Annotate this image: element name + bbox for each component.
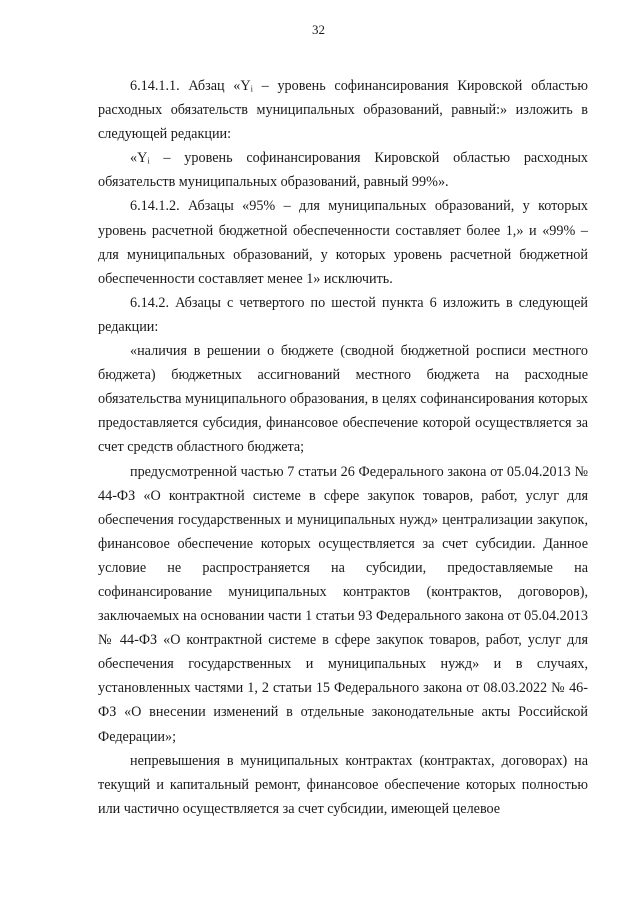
page-number: 32 — [312, 22, 325, 37]
paragraph-6-14-2: 6.14.2. Абзацы с четвертого по шестой пункта 6 изложить в следующей редакции: — [98, 294, 588, 335]
paragraph-quote-centralized-procurement: предусмотренной частью 7 статьи 26 Федерального закона от 05.04.2013 № 44-ФЗ «О контрактной системе в сфере закупок товаров, работ, услуг для обеспечения государственных и муниципальных нужд» централизации закупок, финансовое обеспечение которых осуществляется за счет субсидии. Данное условие не распространяется на субсидии, предоставляемые на софинансирование муниципальных контрактов (контрактов, договоров), заключаемых на основании части 1 статьи 93 Федерального закона от 05.04.2013 № 44-ФЗ «О контрактной системе в сфере закупок товаров, работ, услуг для обеспечения государственных и муниципальных нужд» и в случаях, установленных частями 1, 2 статьи 15 Федерального закона от 08.03.2022 № 46-ФЗ «О внесении изменений в отдельные законодательные акты Российской Федерации»; — [98, 463, 588, 745]
paragraph-6-14-1-2: 6.14.1.2. Абзацы «95% – для муниципальных образований, у которых уровень расчетной бюджетной обеспеченности составляет более 1,» и «99% – для муниципальных образований, у которых уровень расчетной бюджетной обеспеченности составляет менее 1» исключить. — [98, 198, 588, 287]
paragraph-6-14-1-1: 6.14.1.1. Абзац «Yᵢ – уровень софинансирования Кировской областью расходных обязательств муниципальных образований, равный:» изложить в следующей редакции: — [98, 78, 588, 143]
paragraph-quote-repair-contracts: непревышения в муниципальных контрактах (контрактах, договорах) на текущий и капитальный ремонт, финансовое обеспечение которых полностью или частично осуществляется за счет субсидии, имеющей целевое — [98, 752, 588, 817]
paragraph-quote-budget-appropriations: «наличия в решении о бюджете (сводной бюджетной росписи местного бюджета) бюджетных ассигнований местного бюджета на расходные обязательства муниципального образования, в целях софинансирования которых предоставляется субсидия, финансовое обеспечение которой осуществляется за счет средств областного бюджета; — [98, 343, 588, 456]
document-body — [98, 74, 588, 821]
paragraph-6-14-1-1-new-wording: «Yᵢ – уровень софинансирования Кировской областью расходных обязательств муниципальных образований, равный 99%». — [98, 150, 588, 191]
